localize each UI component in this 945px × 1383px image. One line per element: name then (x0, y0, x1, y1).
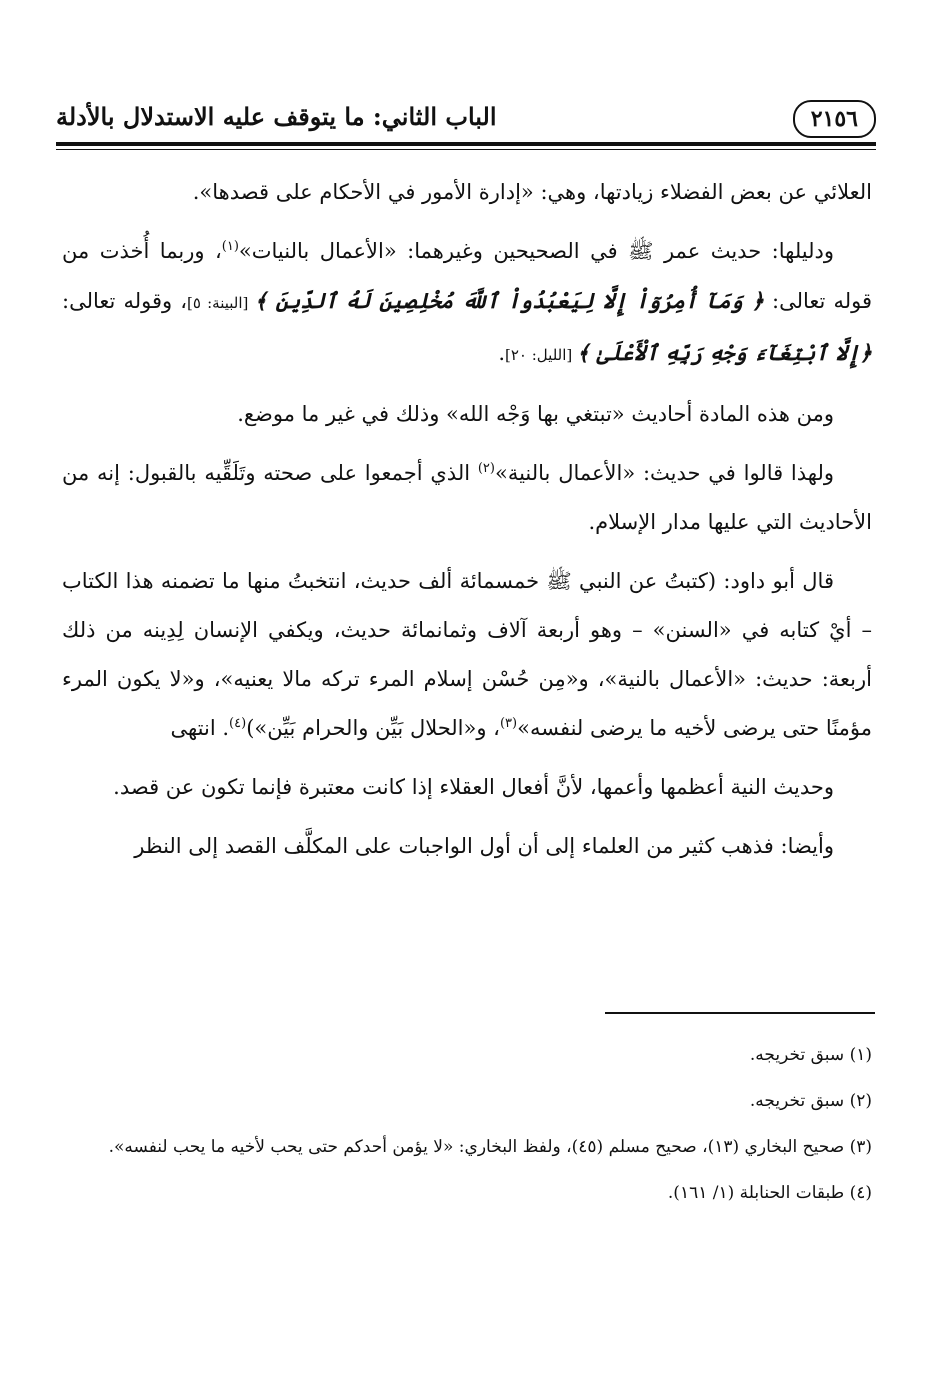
paragraph-3: ومن هذه المادة أحاديث «تبتغي بها وَجْه الله» وذلك في غير ما موضع. (237, 402, 834, 426)
footnote-ref-2: (٢) (477, 461, 495, 476)
paragraph-2-text-d: . (498, 341, 505, 365)
quran-reference-2: [الليل: ٢٠] (505, 346, 578, 364)
paragraph-5 (62, 557, 872, 753)
paragraph-2-text-b: ، وربما أُخذت من قوله تعالى: (62, 239, 872, 313)
quran-verse-1: ﴿ وَمَآ أُمِرُوٓاْ إِلَّا لِيَعْبُدُواْ ٱللَّهَ مُخْلِصِينَ لَهُ ٱلدِّينَ ﴾ (254, 288, 764, 313)
page-number: ٢١٥٦ (793, 100, 876, 138)
paragraph-2 (62, 227, 872, 380)
footnote-1: (١) سبق تخريجه. (749, 1045, 872, 1065)
chapter-title: الباب الثاني: ما يتوقف عليه الاستدلال بالأدلة (56, 102, 497, 131)
header-rule-thick (56, 142, 876, 146)
paragraph-2-text-a: ودليلها: حديث عمر ﷺ في الصحيحين وغيرهما: «الأعمال بالنيات» (238, 239, 834, 263)
page-header (56, 96, 876, 144)
paragraph-5-text-a: قال أبو داود: (كتبتُ عن النبي ﷺ خمسمائة ألف حديث، انتخبتُ منها ما تضمنه هذا الكتاب – أيْ كتابه في «السنن» – وهو أربعة آلاف وثمانمائة حديث، ويكفي الإنسان لِدِينه من ذلك أربعة: حديث: «الأعمال بالنية»، و«مِن حُسْن إسلام المرء تركه مالا يعنيه»، و«لا يكون المرء مؤمنًا حتى يرضى لأخيه ما يرضى لنفسه» (62, 569, 872, 740)
footnote-4: (٤) طبقات الحنابلة (١/ ١٦١). (667, 1183, 872, 1203)
footnote-ref-1: (١) (221, 239, 239, 254)
paragraph-5-text-b: ، و«الحلال بَيِّن والحرام بَيِّن») (246, 716, 500, 740)
footnote-ref-4: (٤) (229, 716, 247, 731)
footnote-3: (٣) صحيح البخاري (١٣)، صحيح مسلم (٤٥)، ولفظ البخاري: «لا يؤمن أحدكم حتى يحب لأخيه ما يحب لنفسه». (108, 1137, 872, 1157)
quran-verse-2: ﴿إِلَّا ٱبْتِغَآءَ وَجْهِ رَبِّهِ ٱلْأَعْلَىٰ ﴾ (577, 340, 872, 365)
paragraph-4-text-b: الذي أجمعوا على صحته وتَلَقِّيه بالقبول: إنه من الأحاديث التي عليها مدار الإسلام. (62, 461, 872, 534)
footnote-separator (605, 1012, 875, 1014)
paragraph-6: وحديث النية أعظمها وأعمها، لأنَّ أفعال العقلاء إذا كانت معتبرة فإنما تكون عن قصد. (113, 775, 834, 799)
footnote-ref-3: (٣) (499, 716, 518, 731)
paragraph-4-text-a: ولهذا قالوا في حديث: «الأعمال بالنية» (494, 461, 835, 485)
paragraph-4 (62, 449, 872, 547)
quran-reference-1: [البينة: ٥] (187, 294, 255, 312)
paragraph-1: العلائي عن بعض الفضلاء زيادتها، وهي: «إدارة الأمور في الأحكام على قصدها». (192, 180, 872, 204)
paragraph-7: وأيضا: فذهب كثير من العلماء إلى أن أول الواجبات على المكلَّف القصد إلى النظر (134, 834, 834, 858)
paragraph-2-text-c: ، وقوله تعالى: (62, 289, 188, 313)
paragraph-5-text-c: . انتهى (170, 716, 230, 740)
main-text (62, 168, 872, 881)
footnote-2: (٢) سبق تخريجه. (749, 1091, 872, 1111)
header-rule-thin (56, 149, 876, 150)
footnotes (62, 1032, 872, 1216)
